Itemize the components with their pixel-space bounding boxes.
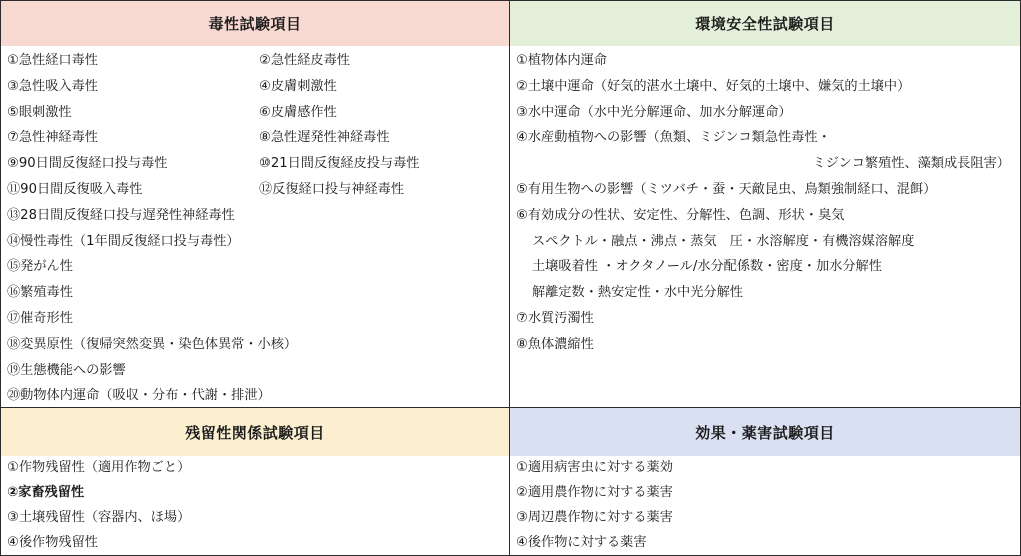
toxicity-item: ⑯繁殖毒性 (7, 285, 73, 301)
environment-item: ①植物体内運命 (516, 53, 607, 68)
efficacy-section (510, 408, 1020, 555)
toxicity-item: ⑫反復経口投与神経毒性 (259, 181, 405, 197)
toxicity-item: ⑦急性神経毒性 (7, 130, 98, 146)
efficacy-row (510, 531, 1020, 555)
residue-item: ③土壌残留性（容器内、ほ場） (7, 509, 191, 525)
residue-list (1, 456, 509, 555)
toxicity-row (1, 48, 509, 74)
environment-item: ⑤有用生物への影響（ミツバチ・蚕・天敵昆虫、鳥類強制経口、混餌） (516, 181, 937, 197)
environment-row (510, 125, 1020, 151)
toxicity-row (1, 306, 509, 332)
toxicity-item: ③急性吸入毒性 (7, 78, 98, 94)
environment-row (510, 254, 1020, 280)
residue-item: ①作物残留性（適用作物ごと） (7, 460, 191, 475)
environment-row (510, 177, 1020, 203)
efficacy-title: 効果・薬害試験項目 (695, 423, 835, 442)
environment-item-continuation: スペクトル・融点・沸点・蒸気 圧・水溶解度・有機溶媒溶解度 (532, 233, 915, 249)
efficacy-item: ②適用農作物に対する薬害 (516, 484, 673, 500)
residue-row (1, 481, 509, 506)
environment-row (510, 203, 1020, 229)
efficacy-row (510, 506, 1020, 531)
toxicity-list (1, 46, 509, 408)
toxicity-row (1, 151, 509, 177)
toxicity-item: ⑭慢性毒性（1年間反復経口投与毒性） (7, 233, 240, 249)
toxicity-row (1, 358, 509, 384)
efficacy-header (510, 408, 1020, 456)
toxicity-item: ⑤眼刺激性 (7, 104, 72, 120)
toxicity-row (1, 280, 509, 306)
toxicity-row (1, 177, 509, 203)
environment-header (510, 1, 1020, 46)
toxicity-header (1, 1, 509, 46)
toxicity-row (1, 125, 509, 151)
environment-row (510, 229, 1020, 255)
environment-item: ④水産動植物への影響（魚類、ミジンコ類急性毒性・ (516, 130, 831, 146)
residue-row (1, 506, 509, 531)
environment-row (510, 48, 1020, 74)
toxicity-item: ⑨90日間反復経口投与毒性 (7, 156, 168, 172)
toxicity-item: ⑳動物体内運命（吸収・分布・代謝・排泄） (7, 388, 271, 404)
toxicity-row (1, 332, 509, 358)
environment-item: ⑥有効成分の性状、安定性、分解性、色調、形状・臭気 (516, 207, 845, 223)
environment-row (510, 74, 1020, 100)
residue-section (1, 408, 510, 555)
toxicity-item: ⑱変異原性（復帰突然変異・染色体異常・小核） (7, 336, 298, 352)
environment-row (510, 306, 1020, 332)
toxicity-item: ⑲生態機能への影響 (7, 362, 126, 378)
toxicity-item: ②急性経皮毒性 (259, 53, 350, 68)
toxicity-row (1, 383, 509, 408)
environment-row (510, 332, 1020, 358)
residue-row (1, 531, 509, 555)
toxicity-item: ⑰催奇形性 (7, 310, 73, 326)
toxicity-row (1, 203, 509, 229)
environment-list (510, 46, 1020, 358)
residue-row (1, 456, 509, 481)
efficacy-row (510, 481, 1020, 506)
efficacy-item: ③周辺農作物に対する薬害 (516, 509, 673, 525)
toxicity-row (1, 74, 509, 100)
efficacy-row (510, 456, 1020, 481)
toxicity-row (1, 229, 509, 255)
environment-row (510, 100, 1020, 126)
toxicity-item: ⑮発がん性 (7, 259, 73, 275)
environment-item-continuation: ミジンコ繁殖性、藻類成長阻害） (812, 156, 1010, 172)
toxicity-item: ⑬28日間反復経口投与遅発性神経毒性 (7, 207, 235, 223)
environment-row (510, 280, 1020, 306)
toxicity-item: ①急性経口毒性 (7, 53, 98, 68)
efficacy-list (510, 456, 1020, 555)
toxicity-item: ⑧急性遅発性神経毒性 (259, 130, 390, 146)
toxicity-item: ⑥皮膚感作性 (259, 104, 337, 120)
residue-title: 残留性関係試験項目 (185, 423, 325, 442)
environment-item: ⑦水質汚濁性 (516, 310, 594, 326)
environment-section (510, 1, 1020, 408)
environment-item-continuation: 土壌吸着性 ・オクタノール/水分配係数・密度・加水分解性 (532, 259, 882, 275)
environment-item-continuation: 解離定数・熱安定性・水中光分解性 (532, 285, 743, 301)
residue-item: ④後作物残留性 (7, 534, 98, 550)
efficacy-item: ①適用病害虫に対する薬効 (516, 460, 673, 475)
toxicity-item: ④皮膚刺激性 (259, 78, 337, 94)
environment-item: ②土壌中運命（好気的湛水土壌中、好気的土壌中、嫌気的土壌中） (516, 78, 911, 94)
residue-header (1, 408, 509, 456)
environment-row (510, 151, 1020, 177)
toxicity-item: ⑪90日間反復吸入毒性 (7, 181, 143, 197)
toxicity-item: ⑩21日間反復経皮投与毒性 (259, 156, 420, 172)
toxicity-row (1, 254, 509, 280)
toxicity-section (1, 1, 510, 408)
environment-title: 環境安全性試験項目 (695, 15, 835, 33)
toxicity-title: 毒性試験項目 (208, 15, 302, 33)
toxicity-row (1, 100, 509, 126)
environment-item: ⑧魚体濃縮性 (516, 336, 594, 352)
environment-item: ③水中運命（水中光分解運命、加水分解運命） (516, 104, 792, 120)
residue-item: ②家畜残留性 (7, 484, 85, 500)
efficacy-item: ④後作物に対する薬害 (516, 534, 647, 550)
